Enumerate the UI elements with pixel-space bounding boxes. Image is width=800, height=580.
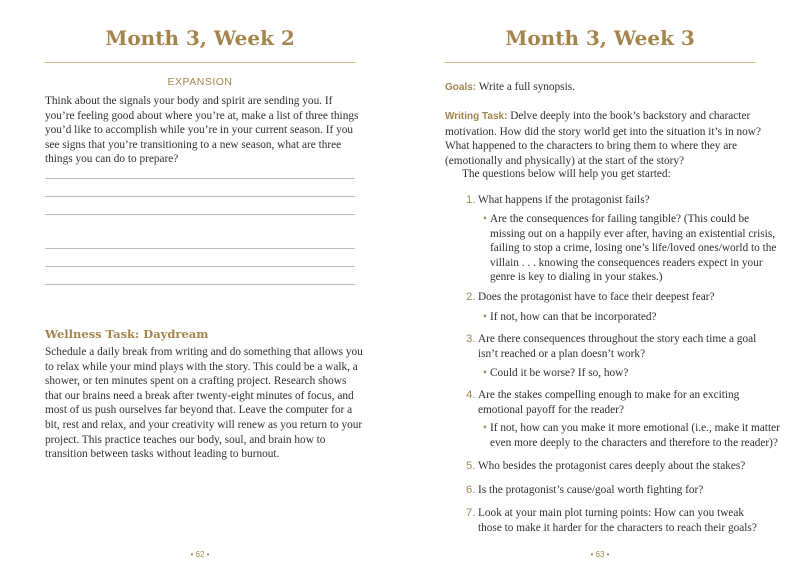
question-text: Are there consequences throughout the story each time a goal isn’t reached or a plan doesn’t work? — [478, 333, 757, 360]
writing-task-label: Writing Task: — [445, 111, 508, 122]
bullet-text: Could it be worse? If so, how? — [490, 367, 629, 379]
question-bullet — [483, 366, 780, 381]
question-text: What happens if the protagonist fails? — [478, 194, 650, 206]
question-item — [468, 483, 768, 498]
bullet-text: If not, how can that be incorporated? — [490, 311, 657, 323]
question-item — [468, 506, 768, 535]
expansion-prompt: Think about the signals your body and spirit are sending you. If you’re feeling good about where you’re at, make a list of three things you’d like to accomplish while you’re in your current season. If you see signs that you’re transitioning to a new season, what are three things you can do to prepare? — [45, 95, 359, 166]
wellness-text: Schedule a daily break from writing and do something that allows you to relax while your mind plays with the story. This could be a walk, a shower, or ten minutes spent on a crafting project. Research shows that our brains need a break after twenty-eight minutes of focus, and most of us push ourselves far beyond that. Leave the computer for a bit, rest and relax, and your creativity will renew as you return to your project. This practice teaches our body, soul, and brain how to transition between tasks without leading to burnout. — [45, 346, 363, 461]
writing-line[interactable] — [45, 284, 355, 285]
question-item — [468, 388, 768, 417]
question-text: Is the protagonist’s cause/goal worth fighting for? — [478, 484, 704, 496]
question-bullet — [483, 421, 780, 450]
question-number: 2. — [466, 291, 476, 303]
page-title: Month 3, Week 3 — [505, 26, 695, 50]
goals — [445, 80, 765, 96]
goals-label: Goals: — [445, 82, 477, 93]
bullet-icon: • — [483, 213, 487, 225]
page-title: Month 3, Week 2 — [105, 26, 295, 50]
question-item — [468, 459, 768, 474]
question-number: 6. — [466, 484, 476, 496]
question-number: 5. — [466, 460, 476, 472]
bullet-icon: • — [483, 311, 487, 323]
question-text: Does the protagonist have to face their deepest fear? — [478, 291, 715, 303]
questions-intro: The questions below will help you get started: — [462, 168, 671, 180]
page-number: • 63 • — [590, 550, 610, 559]
writing-line[interactable] — [45, 266, 355, 267]
question-text: Who besides the protagonist cares deeply about the stakes? — [478, 460, 746, 472]
section-label: EXPANSION — [167, 76, 233, 88]
question-item — [468, 193, 768, 208]
writing-line[interactable] — [45, 196, 355, 197]
question-item — [468, 290, 768, 305]
question-number: 4. — [466, 389, 476, 401]
question-number: 3. — [466, 333, 476, 345]
bullet-text: Are the consequences for failing tangible? (This could be missing out on a happily ever after, having an existential crisis, failing to stop a crime, losing one’s life/loved ones/world to the villain . . . knowing the consequences readers expect in your genre is key to dialing in your stakes.) — [490, 213, 777, 284]
writing-line[interactable] — [45, 178, 355, 179]
bullet-icon: • — [483, 367, 487, 379]
writing-line[interactable] — [45, 214, 355, 215]
writing-task — [445, 109, 770, 168]
title-divider — [445, 62, 755, 63]
question-number: 1. — [466, 194, 476, 206]
page-number: • 62 • — [190, 550, 210, 559]
question-item — [468, 332, 768, 361]
goals-text: Write a full synopsis. — [478, 81, 575, 93]
wellness-heading: Wellness Task: Daydream — [45, 327, 209, 341]
question-number: 7. — [466, 507, 476, 519]
title-divider — [45, 62, 355, 63]
writing-line[interactable] — [45, 248, 355, 249]
bullet-text: If not, how can you make it more emotional (i.e., make it matter even more deeply to the characters and therefore to the reader)? — [490, 422, 780, 449]
question-bullet — [483, 212, 780, 285]
question-text: Are the stakes compelling enough to make for an exciting emotional payoff for the reader? — [478, 389, 740, 416]
question-text: Look at your main plot turning points: How can you tweak those to make it harder for the characters to reach their goals? — [478, 507, 757, 534]
writing-task-text: Delve deeply into the book’s backstory and character motivation. How did the story world get into the situation it’s in now? What happened to the characters to bring them to where they are (emotionally and physically) at the start of the story? — [445, 110, 761, 167]
bullet-icon: • — [483, 422, 487, 434]
question-bullet — [483, 310, 780, 325]
